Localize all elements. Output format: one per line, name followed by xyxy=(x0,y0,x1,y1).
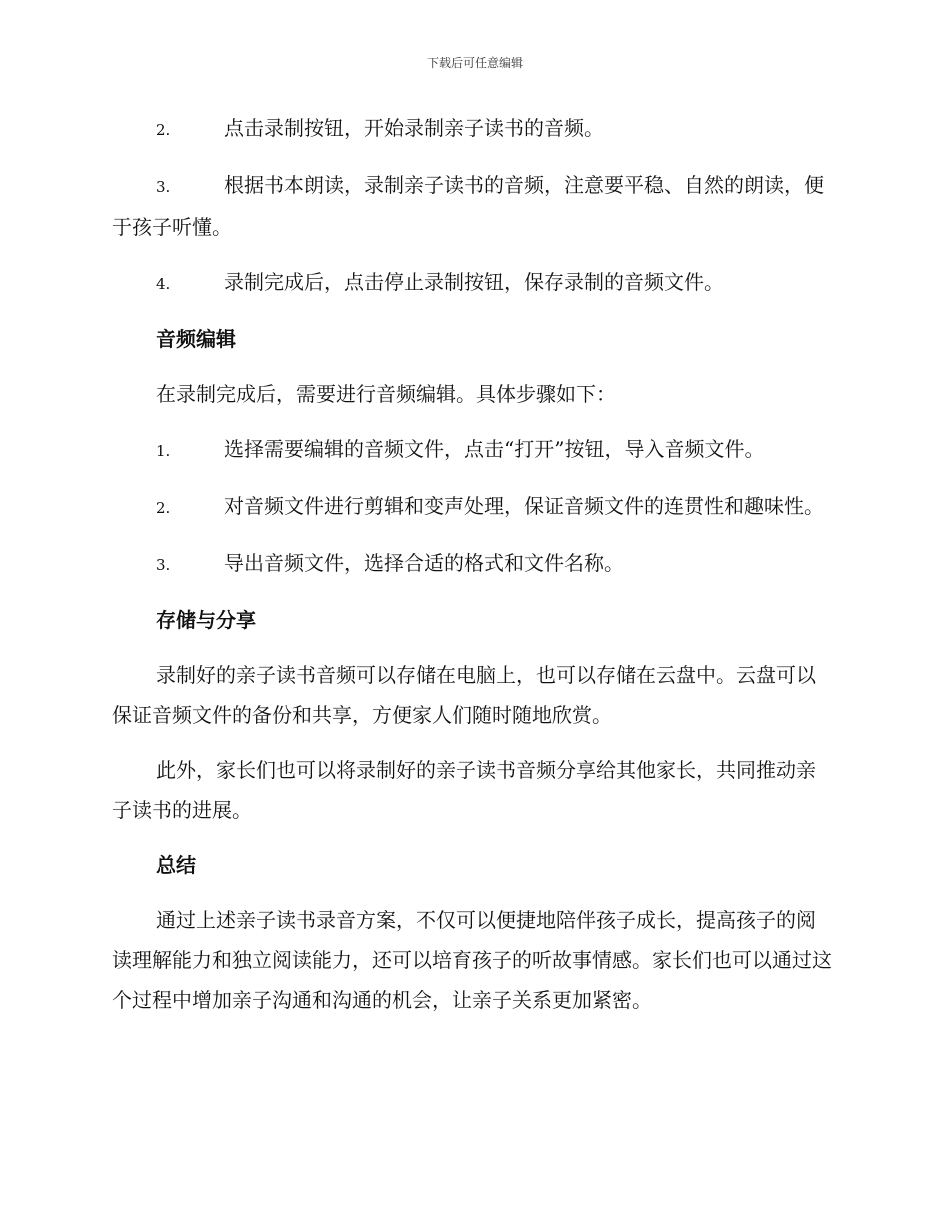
page-header: 下载后可任意编辑 xyxy=(426,56,523,70)
paragraph-editing-intro: 在录制完成后，需要进行音频编辑。具体步骤如下： xyxy=(156,382,616,406)
section-heading-summary: 总结 xyxy=(156,853,196,877)
list-number: 2. xyxy=(156,121,171,139)
section-heading-storage-share: 存储与分享 xyxy=(156,608,256,632)
list-item-export xyxy=(112,543,834,585)
list-item-open-file xyxy=(112,429,834,471)
list-item-text: 点击录制按钮，开始录制亲子读书的音频。 xyxy=(224,116,604,140)
list-item-record-start xyxy=(112,108,834,150)
list-number: 3. xyxy=(156,556,171,574)
list-item-read-aloud xyxy=(112,165,834,247)
section-heading-audio-editing: 音频编辑 xyxy=(156,327,236,351)
list-number: 3. xyxy=(156,178,171,196)
paragraph-storage: 录制好的亲子读书音频可以存储在电脑上，也可以存储在云盘中。云盘可以保证音频文件的备份和共享，方便家人们随时随地欣赏。 xyxy=(112,663,816,727)
list-item-cut-edit xyxy=(112,486,834,528)
list-number: 4. xyxy=(156,275,171,293)
paragraph-summary: 通过上述亲子读书录音方案，不仅可以便捷地陪伴孩子成长，提高孩子的阅读理解能力和独立阅读能力，还可以培育孩子的听故事情感。家长们也可以通过这个过程中增加亲子沟通和沟通的机会，让亲子关系更加紧密。 xyxy=(112,908,832,1012)
list-item-text: 对音频文件进行剪辑和变声处理，保证音频文件的连贯性和趣味性。 xyxy=(224,494,824,518)
document-body xyxy=(112,108,834,1035)
list-item-text: 录制完成后，点击停止录制按钮，保存录制的音频文件。 xyxy=(224,270,724,294)
list-number: 1. xyxy=(156,442,171,460)
list-item-text: 导出音频文件，选择合适的格式和文件名称。 xyxy=(224,551,624,575)
list-item-stop-save xyxy=(112,262,834,304)
list-number: 2. xyxy=(156,499,171,517)
list-item-text: 选择需要编辑的音频文件，点击“打开”按钮，导入音频文件。 xyxy=(224,437,765,461)
paragraph-sharing: 此外，家长们也可以将录制好的亲子读书音频分享给其他家长，共同推动亲子读书的进展。 xyxy=(112,758,816,822)
list-item-text: 根据书本朗读，录制亲子读书的音频，注意要平稳、自然的朗读，便于孩子听懂。 xyxy=(112,173,824,239)
